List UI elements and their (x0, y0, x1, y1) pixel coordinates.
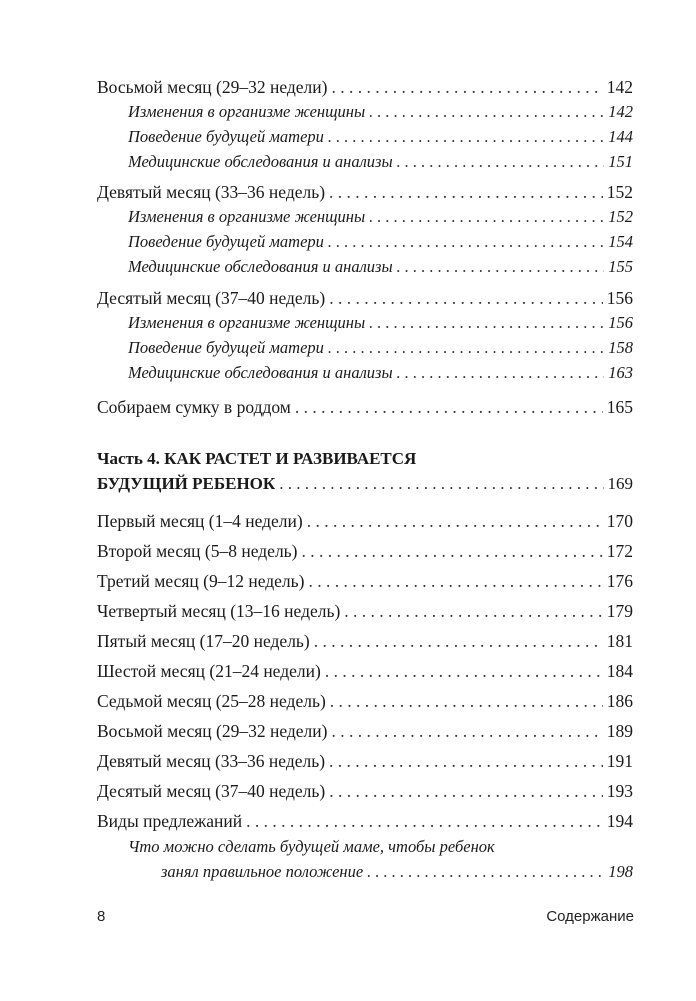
leader-dots (329, 287, 603, 309)
toc-entry-label: Медицинские обследования и анализы (128, 363, 393, 382)
toc-entry-label: Десятый месяц (37–40 недель) (97, 288, 326, 308)
toc-entry-label: Медицинские обследования и анализы (128, 257, 393, 276)
toc-entry-page: 198 (608, 862, 633, 881)
toc-subentry[interactable] (128, 256, 633, 278)
toc-entry-label: Восьмой месяц (29–32 недели) (97, 721, 328, 741)
toc-entry[interactable] (97, 630, 633, 652)
part-heading-line2[interactable] (97, 473, 633, 495)
toc-entry-page: 152 (606, 182, 633, 202)
toc-entry-label: Изменения в организме женщины (128, 313, 366, 332)
leader-dots (329, 181, 603, 203)
toc-entry[interactable] (97, 720, 633, 742)
leader-dots (295, 396, 603, 418)
leader-dots (308, 570, 602, 592)
leader-dots (331, 720, 602, 742)
leader-dots (397, 256, 605, 278)
leader-dots (330, 690, 603, 712)
toc-entry-label: занял правильное положение (161, 862, 364, 881)
toc-entry-label: Второй месяц (5–8 недель) (97, 541, 298, 561)
part-title: БУДУЩИЙ РЕБЕНОК (97, 474, 276, 493)
leader-dots (329, 750, 603, 772)
toc-entry-page: 155 (608, 257, 633, 276)
toc-entry-page: 163 (608, 363, 633, 382)
toc-entry-page: 194 (606, 811, 633, 831)
leader-dots (246, 810, 603, 832)
toc-entry-label: Медицинские обследования и анализы (128, 152, 393, 171)
toc-entry[interactable] (97, 396, 633, 418)
toc-entry-page: 179 (606, 601, 633, 621)
toc-entry-label: Собираем сумку в роддом (97, 397, 291, 417)
toc-entry[interactable] (97, 780, 633, 802)
toc-subentry[interactable] (128, 151, 633, 173)
toc-subentry[interactable] (128, 362, 633, 384)
toc-entry-label: Изменения в организме женщины (128, 207, 366, 226)
toc-entry-page: 154 (608, 232, 633, 251)
leader-dots (314, 630, 603, 652)
part-heading-line1[interactable] (97, 448, 633, 470)
toc-entry[interactable] (97, 690, 633, 712)
leader-dots (369, 206, 604, 228)
toc-entry-label: Изменения в организме женщины (128, 102, 366, 121)
toc-entry-label: Седьмой месяц (25–28 недель) (97, 691, 326, 711)
toc-subentry[interactable] (128, 231, 633, 253)
toc-entry-page: 165 (606, 397, 633, 417)
toc-entry-page: 158 (608, 338, 633, 357)
toc-entry-label: Что можно сделать будущей маме, чтобы ребенок (128, 837, 495, 856)
toc-entry-label: Шестой месяц (21–24 недели) (97, 661, 321, 681)
toc-entry[interactable] (97, 540, 633, 562)
toc-entry-label: Первый месяц (1–4 недели) (97, 511, 303, 531)
toc-entry-page: 156 (606, 288, 633, 308)
toc-entry[interactable] (97, 181, 633, 203)
toc-entry-label: Виды предлежаний (97, 811, 243, 831)
toc-entry[interactable] (97, 510, 633, 532)
leader-dots (307, 510, 603, 532)
leader-dots (328, 126, 604, 148)
leader-dots (325, 660, 603, 682)
toc-entry[interactable] (97, 600, 633, 622)
toc-entry-label: Девятый месяц (33–36 недель) (97, 751, 326, 771)
page-number: 8 (97, 908, 106, 925)
leader-dots (397, 362, 605, 384)
part-title: Часть 4. КАК РАСТЕТ И РАЗВИВАЕТСЯ (97, 449, 417, 468)
toc-entry-page: 142 (608, 102, 633, 121)
toc-subentry[interactable] (128, 312, 633, 334)
toc-entry-label: Поведение будущей матери (128, 338, 324, 357)
toc-entry[interactable] (97, 76, 633, 98)
leader-dots (329, 780, 603, 802)
toc-entry-page: 169 (607, 474, 633, 493)
toc-entry-label: Третий месяц (9–12 недель) (97, 571, 305, 591)
running-footer-section: Содержание (546, 908, 634, 925)
toc-entry-page: 176 (606, 571, 633, 591)
toc-entry-page: 193 (606, 781, 633, 801)
toc-entry[interactable] (97, 660, 633, 682)
leader-dots (369, 101, 604, 123)
toc-entry-page: 156 (608, 313, 633, 332)
leader-dots (279, 473, 603, 495)
toc-entry-page: 151 (608, 152, 633, 171)
toc-entry-label: Поведение будущей матери (128, 127, 324, 146)
toc-entry-page: 186 (606, 691, 633, 711)
toc-subentry-line2[interactable] (161, 861, 633, 883)
toc-entry-label: Десятый месяц (37–40 недель) (97, 781, 326, 801)
leader-dots (331, 76, 602, 98)
toc-subentry[interactable] (128, 126, 633, 148)
toc-entry-page: 144 (608, 127, 633, 146)
toc-entry-page: 189 (606, 721, 633, 741)
toc-entry-page: 184 (606, 661, 633, 681)
toc-entry[interactable] (97, 570, 633, 592)
leader-dots (328, 337, 604, 359)
leader-dots (367, 861, 604, 883)
toc-entry-label: Поведение будущей матери (128, 232, 324, 251)
toc-subentry[interactable] (128, 206, 633, 228)
toc-entry-label: Девятый месяц (33–36 недель) (97, 182, 326, 202)
leader-dots (301, 540, 602, 562)
toc-entry-page: 191 (606, 751, 633, 771)
toc-subentry-line1[interactable] (128, 836, 664, 858)
toc-entry[interactable] (97, 287, 633, 309)
toc-entry-page: 170 (606, 511, 633, 531)
toc-entry-page: 181 (606, 631, 633, 651)
toc-entry[interactable] (97, 810, 633, 832)
leader-dots (344, 600, 602, 622)
toc-entry-page: 172 (606, 541, 633, 561)
toc-subentry[interactable] (128, 337, 633, 359)
toc-entry-page: 142 (606, 77, 633, 97)
toc-entry-label: Восьмой месяц (29–32 недели) (97, 77, 328, 97)
leader-dots (397, 151, 605, 173)
leader-dots (369, 312, 604, 334)
toc-entry-page: 152 (608, 207, 633, 226)
toc-entry[interactable] (97, 750, 633, 772)
toc-subentry[interactable] (128, 101, 633, 123)
leader-dots (328, 231, 604, 253)
toc-entry-label: Четвертый месяц (13–16 недель) (97, 601, 341, 621)
toc-entry-label: Пятый месяц (17–20 недель) (97, 631, 310, 651)
